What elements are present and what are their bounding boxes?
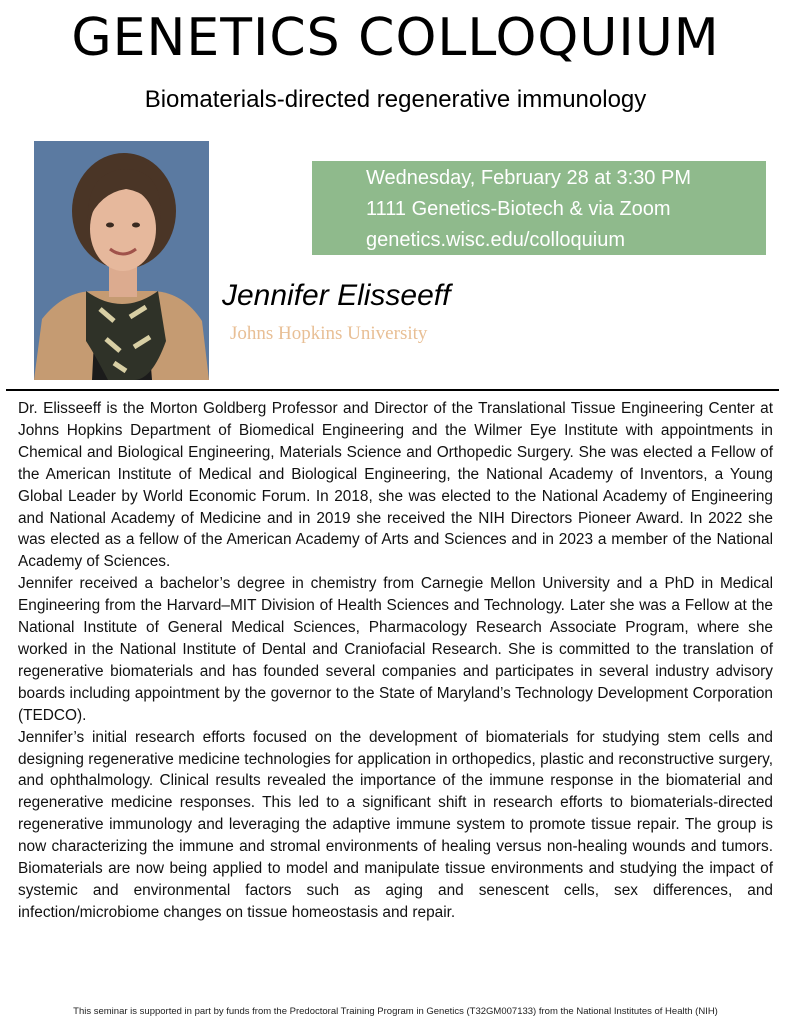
event-details-box — [312, 161, 766, 255]
speaker-photo — [34, 141, 209, 380]
event-location: 1111 Genetics-Biotech & via Zoom — [366, 198, 671, 220]
event-url[interactable]: genetics.wisc.edu/colloquium — [366, 229, 626, 251]
talk-title: Biomaterials-directed regenerative immunology — [144, 86, 647, 113]
funding-note: This seminar is supported in part by funds from the Predoctoral Training Program in Genetics (T32GM007133) from the National Institutes of Health (NIH) — [73, 1006, 718, 1017]
speaker-bio — [18, 398, 773, 924]
divider — [6, 389, 779, 391]
bio-paragraph: Dr. Elisseeff is the Morton Goldberg Professor and Director of the Translational Tissue Engineering Center at Johns Hopkins Department of Biomedical Engineering and the Wilmer Eye Institute with appointments in Chemical and Biological Engineering, Materials Science and Orthopedic Surgery. She was elected a Fellow of the American Institute of Medical and Biological Engineering, the National Academy of Inventors, a Young Global Leader by World Economic Forum. In 2018, she was elected to the National Academy of Engineering and National Academy of Medicine and in 2019 she received the NIH Directors Pioneer Award. In 2022 she was elected as a fellow of the American Academy of Arts and Sciences and in 2023 a member of the National Academy of Sciences. — [18, 400, 773, 571]
event-datetime: Wednesday, February 28 at 3:30 PM — [366, 167, 691, 189]
page-title: GENETICS COLLOQUIUM — [71, 8, 720, 68]
bio-paragraph: Jennifer’s initial research efforts focused on the development of biomaterials for studying stem cells and designing regenerative medicine technologies for application in orthopedics, plastic and reconstructive surgery, and ophthalmology. Clinical results revealed the importance of the immune response in the biomaterial and regenerative medicine responses. This led to a significant shift in research efforts to biomaterials-directed regenerative immunology and leveraging the adaptive immune system to promote tissue repair. The group is now characterizing the immune and stromal environments of healing versus non-healing wounds and tumors. Biomaterials are now being applied to model and manipulate tissue environments and studying the impact of systemic and environmental factors such as aging and senescent cells, sex differences, and infection/microbiome changes on tissue homeostasis and repair. — [18, 728, 773, 921]
speaker-affiliation: Johns Hopkins University — [230, 323, 428, 344]
bio-paragraph: Jennifer received a bachelor’s degree in chemistry from Carnegie Mellon University and a PhD in Medical Engineering from the Harvard–MIT Division of Health Sciences and Technology. Later she was a Fellow at the National Institute of General Medical Sciences, Pharmacology Research Associate Program, where she worked in the National Institute of Dental and Craniofacial Research. She is committed to the translation of regenerative biomaterials and has founded several companies and participates in several industry advisory boards including appointment by the governor to the State of Maryland’s Technology Development Corporation (TEDCO). — [18, 575, 773, 724]
speaker-name: Jennifer Elisseeff — [222, 279, 451, 312]
